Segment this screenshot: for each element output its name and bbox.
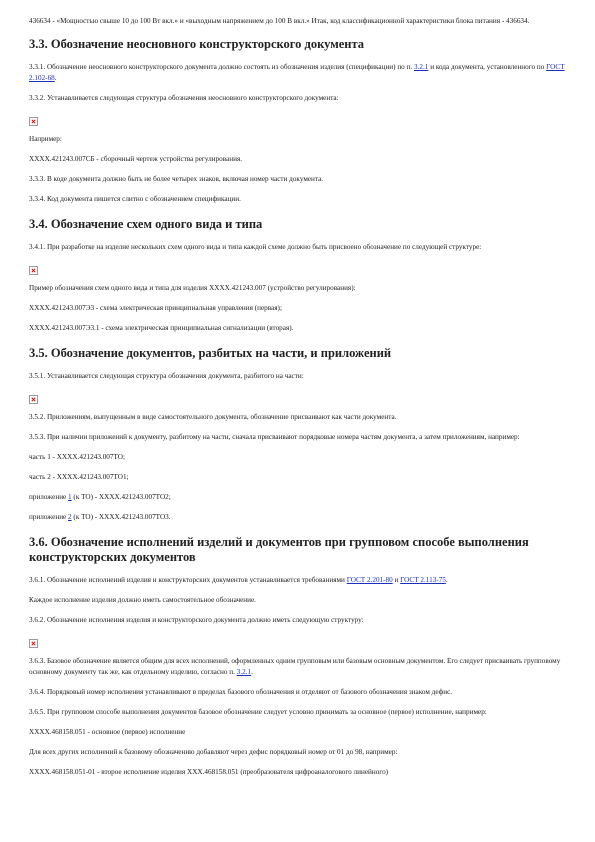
paragraph-appendix-2: приложение 2 (к ТО) - ХХХХ.421243.007ТО3. bbox=[29, 513, 171, 521]
paragraph-part-2: часть 2 - ХХХХ.421243.007ТО1; bbox=[29, 473, 129, 481]
link-3-2-1-b[interactable]: 3.2.1 bbox=[236, 668, 252, 676]
paragraph-other-executions: Для всех других исполнений к базовому обозначению добавляют через дефис порядковый номер от 01 до 98, например: bbox=[29, 748, 398, 756]
paragraph-part-1: часть 1 - ХХХХ.421243.007ТО; bbox=[29, 453, 125, 461]
paragraph-second-execution: ХХХХ.468158.051-01 - второе исполнение изделия ХХХ.468158.051 (преобразователя цифроаналогового линейного) bbox=[29, 768, 389, 776]
paragraph-example-label: Например: bbox=[29, 135, 62, 143]
intro-paragraph: 436634 - «Мощностью свыше 10 до 100 Вт вкл.» и «выходным напряжением до 100 В вкл.» Итак, код классификационной характеристики блока питания - 436634. bbox=[29, 17, 530, 25]
paragraph-3-3-1: 3.3.1. Обозначение неосновного конструкторского документа должно состоять из обозначения изделия (спецификации) по п. 3.2.1 и кода документа, установленного по ГОСТ 2.102-68. bbox=[29, 63, 565, 82]
link-gost-2-113-75[interactable]: ГОСТ 2.113-75 bbox=[400, 576, 446, 584]
broken-image-icon bbox=[29, 639, 38, 648]
paragraph-3-4-1: 3.4.1. При разработке на изделие нескольких схем одного вида и типа каждой схеме должно быть присвоено обозначение по следующей структуре: bbox=[29, 243, 482, 251]
broken-image-icon bbox=[29, 395, 38, 404]
section-3-6-heading: 3.6. Обозначение исполнений изделий и документов при групповом способе выполнения конструкторских документов bbox=[29, 535, 529, 564]
paragraph-3-5-3: 3.5.3. При наличии приложений к документу, разбитому на части, сначала присваивают порядковые номера частям документа, а затем приложениям, например: bbox=[29, 433, 520, 441]
section-3-3-heading: 3.3. Обозначение неосновного конструкторского документа bbox=[29, 37, 365, 51]
paragraph-base-execution: ХХХХ.468158.051 - основное (первое) исполнение bbox=[29, 728, 186, 736]
paragraph-3-3-2: 3.3.2. Устанавливается следующая структура обозначения неосновного конструкторского документа: bbox=[29, 94, 339, 102]
paragraph-example-sb: ХХХХ.421243.007СБ - сборочный чертеж устройства регулирования. bbox=[29, 155, 243, 163]
paragraph-scheme-first: ХХХХ.421243.007Э3 - схема электрическая принципиальная управления (первая); bbox=[29, 304, 282, 312]
link-appendix-2[interactable]: 2 bbox=[68, 513, 72, 521]
paragraph-3-6-3: 3.6.3. Базовое обозначение является общим для всех исполнений, оформленных одним групповым или базовым основным документом. Его следует присваивать групповому основному документу так же, как отдельному изделию, согласно п. 3.2.1. bbox=[29, 657, 561, 676]
paragraph-3-3-4: 3.3.4. Код документа пишется слитно с обозначением спецификации. bbox=[29, 195, 241, 203]
section-3-4-heading: 3.4. Обозначение схем одного вида и типа bbox=[29, 217, 263, 231]
paragraph-3-3-3: 3.3.3. В коде документа должно быть не более четырех знаков, включая номер части документа. bbox=[29, 175, 324, 183]
paragraph-appendix-1: приложение 1 (к ТО) - ХХХХ.421243.007ТО2; bbox=[29, 493, 171, 501]
broken-image-icon bbox=[29, 266, 38, 275]
paragraph-3-6-5: 3.6.5. При групповом способе выполнения документов базовое обозначение следует условно принимать за основное (первое) исполнение, например: bbox=[29, 708, 487, 716]
link-gost-2-201-80[interactable]: ГОСТ 2.201-80 bbox=[346, 576, 393, 584]
paragraph-scheme-example: Пример обозначения схем одного вида и типа для изделия ХХХХ.421243.007 (устройство регулирования): bbox=[29, 284, 356, 292]
paragraph-3-6-2: 3.6.2. Обозначение исполнения изделия и конструкторского документа должно иметь следующую структуру: bbox=[29, 616, 364, 624]
broken-image-icon bbox=[29, 117, 38, 126]
paragraph-3-6-4: 3.6.4. Порядковый номер исполнения устанавливают в пределах базового обозначения и отделяют от базового обозначения знаком дефис. bbox=[29, 688, 453, 696]
link-3-2-1[interactable]: 3.2.1 bbox=[414, 63, 429, 71]
section-3-5-heading: 3.5. Обозначение документов, разбитых на части, и приложений bbox=[29, 346, 392, 360]
link-gost-2-102-68[interactable]: ГОСТ 2.102-68 bbox=[29, 63, 565, 82]
paragraph-3-6-1: 3.6.1. Обозначение исполнений изделия и конструкторских документов устанавливается требованиями ГОСТ 2.201-80 и ГОСТ 2.113-75. bbox=[29, 576, 448, 584]
paragraph-3-5-2: 3.5.2. Приложениям, выпущенным в виде самостоятельного документа, обозначение присваивают как части документа. bbox=[29, 413, 397, 421]
paragraph-each-execution: Каждое исполнение изделия должно иметь самостоятельное обозначение. bbox=[29, 596, 256, 604]
link-appendix-1[interactable]: 1 bbox=[68, 493, 72, 501]
document-page bbox=[29, 16, 565, 778]
paragraph-scheme-second: ХХХХ.421243.007Э3.1 - схема электрическая принципиальная сигнализации (вторая). bbox=[29, 324, 294, 332]
paragraph-3-5-1: 3.5.1. Устанавливается следующая структура обозначения документа, разбитого на части: bbox=[29, 372, 304, 380]
